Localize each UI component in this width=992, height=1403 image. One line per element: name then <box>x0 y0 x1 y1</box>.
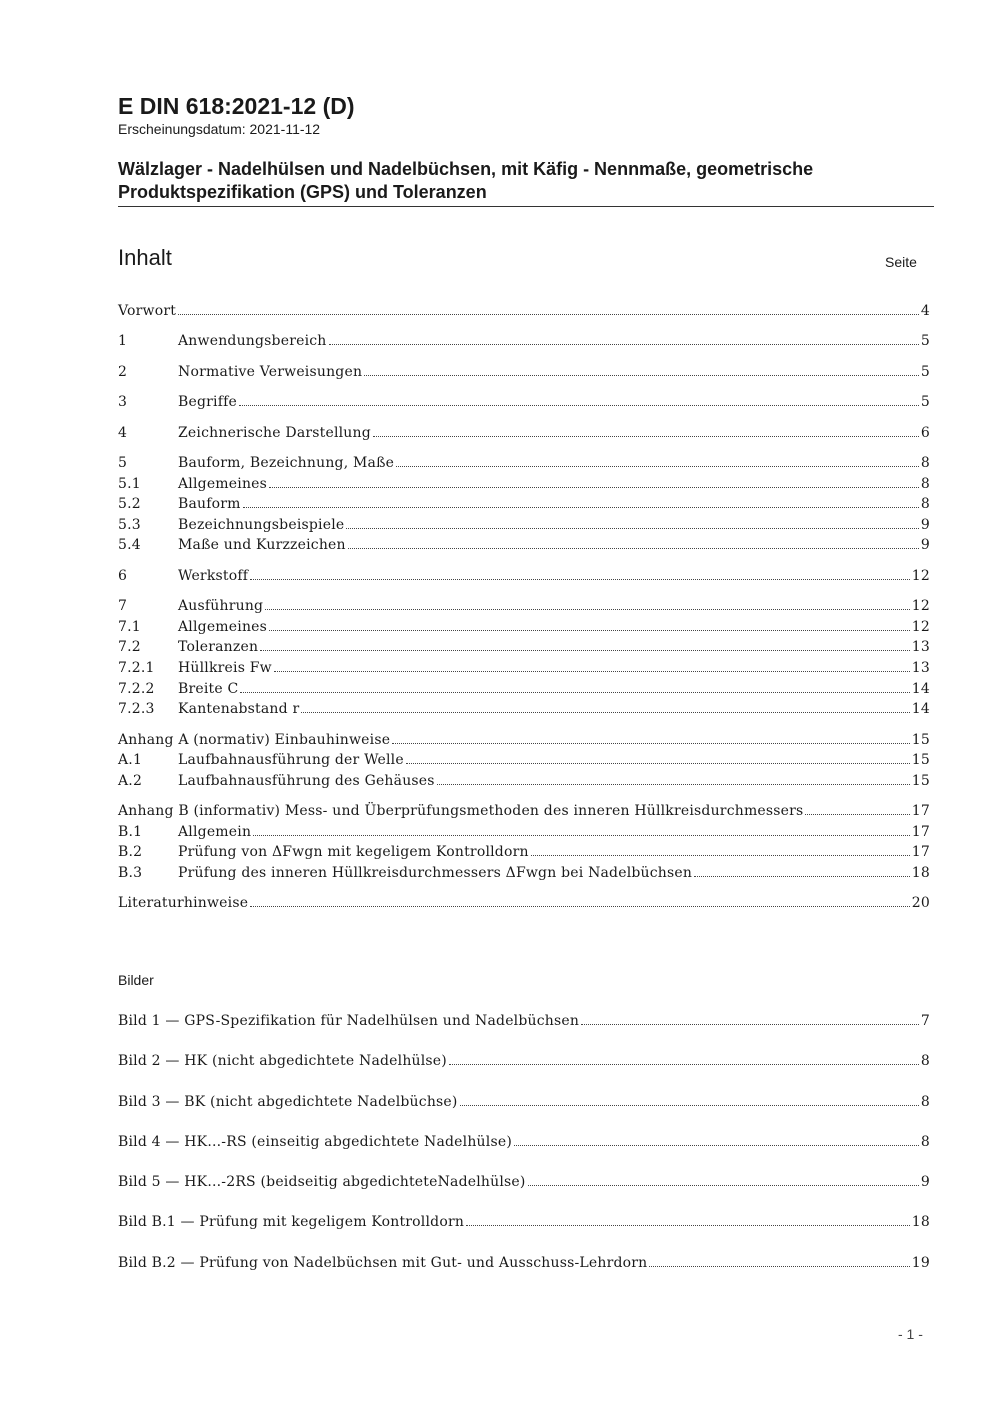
figure-entry[interactable] <box>118 1214 930 1233</box>
toc-entry-title: Anhang B (informativ) Mess- und Überprüfungsmethoden des inneren Hüllkreisdurchmessers <box>118 803 804 819</box>
toc-entry-title: Allgemeines <box>178 619 268 635</box>
toc-entry-title: Hüllkreis Fw <box>178 660 272 676</box>
toc-entry[interactable] <box>118 425 930 444</box>
toc-entry-number: 1 <box>118 333 128 349</box>
toc-entry-number: 7.2.2 <box>118 681 155 697</box>
toc-entry-page: 9 <box>920 537 930 553</box>
toc-entry-page: 15 <box>911 773 930 789</box>
publication-date: Erscheinungsdatum: 2021-11-12 <box>118 121 321 137</box>
toc-entry[interactable] <box>118 476 930 495</box>
leader-dots <box>243 497 919 508</box>
leader-dots <box>531 845 910 856</box>
toc-entry[interactable] <box>118 803 930 822</box>
toc-entry-title: Normative Verweisungen <box>178 364 363 380</box>
figure-entry[interactable] <box>118 1053 930 1072</box>
figure-entry-page: 8 <box>920 1094 930 1110</box>
toc-entry-number: 5.1 <box>118 476 141 492</box>
title-line-1: Wälzlager - Nadelhülsen und Nadelbüchsen, mit Käfig - Nennmaße, geometrische <box>118 159 814 179</box>
leader-dots <box>250 896 910 907</box>
toc-entry-number: 5 <box>118 455 128 471</box>
toc-entry-number: 7.1 <box>118 619 141 635</box>
leader-dots <box>373 426 919 437</box>
toc-entry[interactable] <box>118 333 930 352</box>
toc-entry-page: 15 <box>911 752 930 768</box>
leader-dots <box>274 661 910 672</box>
toc-entry-title: Maße und Kurzzeichen <box>178 537 346 553</box>
toc-entry-page: 17 <box>911 803 930 819</box>
toc-entry-title: Bauform <box>178 496 241 512</box>
figures-heading: Bilder <box>118 972 154 988</box>
figure-entry[interactable] <box>118 1013 930 1032</box>
leader-dots <box>396 456 919 467</box>
toc-entry-title: Laufbahnausführung des Gehäuses <box>178 773 435 789</box>
toc-entry-page: 12 <box>911 568 930 584</box>
toc-entry-page: 8 <box>920 496 930 512</box>
toc-entry-page: 8 <box>920 455 930 471</box>
toc-entry-number: 4 <box>118 425 128 441</box>
toc-entry[interactable] <box>118 364 930 383</box>
figure-entry-title: Bild 4 — HK...-RS (einseitig abgedichtete Nadelhülse) <box>118 1134 512 1150</box>
toc-entry-page: 14 <box>911 701 930 717</box>
toc-entry[interactable] <box>118 732 930 751</box>
toc-entry-number: B.1 <box>118 824 143 840</box>
toc-entry-page: 5 <box>920 364 930 380</box>
toc-entry[interactable] <box>118 660 930 679</box>
leader-dots <box>269 620 910 631</box>
toc-entry[interactable] <box>118 568 930 587</box>
leader-dots <box>265 599 910 610</box>
toc-entry-page: 9 <box>920 517 930 533</box>
figure-entry-title: Bild 5 — HK...-2RS (beidseitig abgedichteteNadelhülse) <box>118 1174 526 1190</box>
toc-entry-title: Bezeichnungsbeispiele <box>178 517 345 533</box>
leader-dots <box>460 1095 919 1106</box>
toc-entry-title: Anhang A (normativ) Einbauhinweise <box>118 732 391 748</box>
document-title <box>118 158 934 204</box>
toc-entry-title: Prüfung des inneren Hüllkreisdurchmessers ΔFwgn bei Nadelbüchsen <box>178 865 693 881</box>
leader-dots <box>805 804 909 815</box>
toc-entry-title: Toleranzen <box>178 639 259 655</box>
figure-entry[interactable] <box>118 1174 930 1193</box>
toc-entry-title: Literaturhinweise <box>118 895 249 911</box>
toc-entry-page: 17 <box>911 844 930 860</box>
figure-entry-page: 8 <box>920 1053 930 1069</box>
toc-entry-number: A.1 <box>118 752 143 768</box>
toc-entry-page: 18 <box>911 865 930 881</box>
toc-entry-page: 12 <box>911 598 930 614</box>
toc-entry[interactable] <box>118 844 930 863</box>
toc-entry-number: 3 <box>118 394 128 410</box>
toc-entry[interactable] <box>118 824 930 843</box>
toc-entry-page: 15 <box>911 732 930 748</box>
toc-entry[interactable] <box>118 639 930 658</box>
title-line-2: Produktspezifikation (GPS) und Toleranzen <box>118 182 487 202</box>
toc-entry-title: Ausführung <box>178 598 264 614</box>
figure-entry-title: Bild B.2 — Prüfung von Nadelbüchsen mit Gut- und Ausschuss-Lehrdorn <box>118 1255 648 1271</box>
toc-entry-page: 13 <box>911 660 930 676</box>
leader-dots <box>528 1175 919 1186</box>
toc-entry[interactable] <box>118 496 930 515</box>
figure-entry-page: 18 <box>911 1214 930 1230</box>
leader-dots <box>437 774 910 785</box>
figure-entry-page: 7 <box>920 1013 930 1029</box>
figure-entry[interactable] <box>118 1094 930 1113</box>
toc-entry[interactable] <box>118 394 930 413</box>
leader-dots <box>301 702 909 713</box>
toc-entry-page: 5 <box>920 333 930 349</box>
toc-entry-number: B.3 <box>118 865 143 881</box>
leader-dots <box>239 395 919 406</box>
toc-entry[interactable] <box>118 752 930 771</box>
toc-entry-title: Breite C <box>178 681 239 697</box>
figure-entry[interactable] <box>118 1255 930 1274</box>
toc-entry-number: 5.3 <box>118 517 141 533</box>
leader-dots <box>348 538 919 549</box>
figure-entry-page: 8 <box>920 1134 930 1150</box>
toc-entry-page: 5 <box>920 394 930 410</box>
leader-dots <box>260 640 910 651</box>
toc-entry-title: Werkstoff <box>178 568 249 584</box>
leader-dots <box>253 825 910 836</box>
leader-dots <box>240 682 909 693</box>
figure-entry-title: Bild 3 — BK (nicht abgedichtete Nadelbüchse) <box>118 1094 458 1110</box>
figure-entry-page: 19 <box>911 1255 930 1271</box>
leader-dots <box>649 1256 909 1267</box>
leader-dots <box>449 1054 919 1065</box>
toc-entry-page: 4 <box>920 303 930 319</box>
document-header <box>118 92 934 204</box>
leader-dots <box>269 477 919 488</box>
figure-entry[interactable] <box>118 1134 930 1153</box>
leader-dots <box>250 569 910 580</box>
toc-entry-number: 2 <box>118 364 128 380</box>
leader-dots <box>178 304 919 315</box>
toc-entry-number: 7.2.1 <box>118 660 155 676</box>
toc-entry[interactable] <box>118 701 930 720</box>
toc-entry-page: 13 <box>911 639 930 655</box>
document-id: E DIN 618:2021-12 (D) <box>118 93 355 119</box>
page-number: - 1 - <box>898 1326 923 1342</box>
toc-entry-number: B.2 <box>118 844 143 860</box>
figure-entry-title: Bild 2 — HK (nicht abgedichtete Nadelhülse) <box>118 1053 447 1069</box>
leader-dots <box>346 518 919 529</box>
leader-dots <box>581 1014 919 1025</box>
figure-entry-title: Bild 1 — GPS-Spezifikation für Nadelhülsen und Nadelbüchsen <box>118 1013 580 1029</box>
toc-entry[interactable] <box>118 681 930 700</box>
toc-entry-number: A.2 <box>118 773 143 789</box>
leader-dots <box>364 365 919 376</box>
toc-entry-title: Allgemein <box>178 824 252 840</box>
leader-dots <box>514 1135 919 1146</box>
toc-entry[interactable] <box>118 865 930 884</box>
toc-entry[interactable] <box>118 455 930 474</box>
toc-entry-number: 6 <box>118 568 128 584</box>
leader-dots <box>329 334 919 345</box>
title-divider <box>118 206 934 207</box>
leader-dots <box>406 753 910 764</box>
toc-entry[interactable] <box>118 517 930 536</box>
toc-entry-title: Zeichnerische Darstellung <box>178 425 371 441</box>
toc-entry-title: Kantenabstand r <box>178 701 300 717</box>
toc-entry-title: Laufbahnausführung der Welle <box>178 752 404 768</box>
figure-entry-page: 9 <box>920 1174 930 1190</box>
toc-entry[interactable] <box>118 537 930 556</box>
toc-entry-number: 7.2.3 <box>118 701 155 717</box>
toc-entry-page: 20 <box>911 895 930 911</box>
leader-dots <box>466 1215 910 1226</box>
toc-entry[interactable] <box>118 773 930 792</box>
toc-entry-title: Anwendungsbereich <box>178 333 327 349</box>
toc-entry-title: Bauform, Bezeichnung, Maße <box>178 455 395 471</box>
toc-entry-page: 12 <box>911 619 930 635</box>
toc-entry-number: 7.2 <box>118 639 141 655</box>
page-column-label: Seite <box>885 254 917 270</box>
toc-entry-title: Allgemeines <box>178 476 268 492</box>
toc-entry-page: 17 <box>911 824 930 840</box>
toc-entry[interactable] <box>118 303 930 322</box>
toc-entry[interactable] <box>118 895 930 914</box>
toc-entry[interactable] <box>118 598 930 617</box>
toc-entry-number: 5.2 <box>118 496 141 512</box>
toc-entry-page: 14 <box>911 681 930 697</box>
toc-entry-title: Prüfung von ΔFwgn mit kegeligem Kontrolldorn <box>178 844 529 860</box>
toc-entry[interactable] <box>118 619 930 638</box>
toc-entry-title: Begriffe <box>178 394 237 410</box>
leader-dots <box>694 866 910 877</box>
toc-heading: Inhalt <box>118 245 172 270</box>
toc-entry-number: 5.4 <box>118 537 141 553</box>
toc-entry-page: 8 <box>920 476 930 492</box>
toc-entry-title: Vorwort <box>118 303 177 319</box>
toc-entry-number: 7 <box>118 598 128 614</box>
figure-entry-title: Bild B.1 — Prüfung mit kegeligem Kontrolldorn <box>118 1214 465 1230</box>
toc-entry-page: 6 <box>920 425 930 441</box>
leader-dots <box>392 733 910 744</box>
